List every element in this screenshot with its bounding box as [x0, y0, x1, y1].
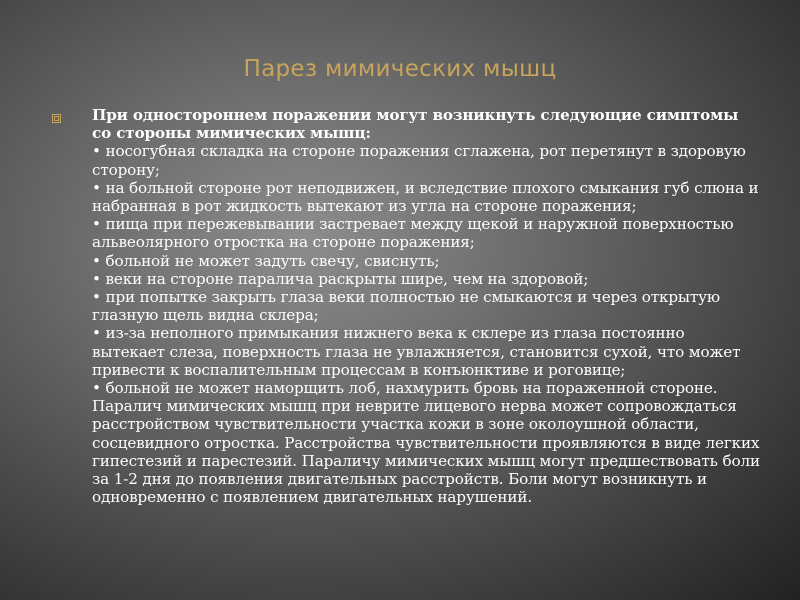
symptom-item: • носогубная складка на стороне поражения сглажена, рот перетянут в здоровую сторону; — [92, 142, 746, 179]
symptom-item: • веки на стороне паралича раскрыты шире, чем на здоровой; — [92, 269, 589, 288]
symptom-item: • из-за неполного примыкания нижнего века к склере из глаза постоянно вытекает слеза, поверхность глаза не увлажняется, становится сухой, что может привести к воспалительным процессам в конъюнктиве и роговице; — [92, 324, 741, 379]
closing-paragraph: Паралич мимических мышц при неврите лицевого нерва может сопровождаться расстройством чувствительности участка кожи в зоне околоушной области, сосцевидного отростка. Расстройства чувствительности проявляются в виде легких гипестезий и парестезий. Параличу мимических мышц могут предшествовать боли за 1-2 дня до появления двигательных расстройств. Боли могут возникнуть и одновременно с появлением двигательных нарушений. — [92, 397, 760, 507]
symptom-item: • больной не может наморщить лоб, нахмурить бровь на пораженной стороне. — [92, 379, 718, 398]
square-bullet-icon — [52, 114, 61, 123]
symptom-item: • больной не может задуть свечу, свиснуть; — [92, 251, 440, 270]
lead-text: При одностороннем поражении могут возникнуть следующие симптомы со стороны мимических мышц: — [92, 106, 739, 143]
slide-body — [92, 106, 760, 506]
symptom-item: • на больной стороне рот неподвижен, и вследствие плохого смыкания губ слюна и набранная в рот жидкость вытекают из угла на стороне поражения; — [92, 178, 759, 216]
slide-title: Парез мимических мышц — [243, 56, 557, 82]
symptom-item: • при попытке закрыть глаза веки полностью не смыкаются и через открытую глазную щель видна склера; — [92, 288, 720, 325]
symptom-item: • пища при пережевывании застревает между щекой и наружной поверхностью альвеолярного отростка на стороне поражения; — [92, 215, 734, 252]
